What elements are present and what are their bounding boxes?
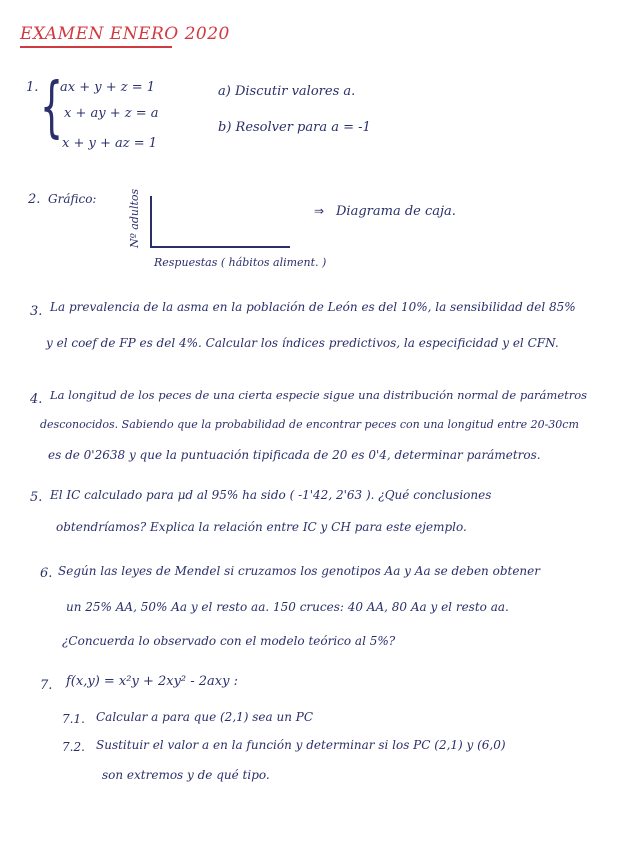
q7-1-text: Calcular a para que (2,1) sea un PC [96,710,314,724]
q7-2-number: 7.2. [62,740,85,754]
sketch-x-label: Respuestas ( hábitos aliment. ) [154,256,327,269]
q3-line-1: La prevalencia de la asma en la población de León es del 10%, la sensibilidad del 85% [50,300,576,314]
system-brace: { [40,68,64,145]
q3-line-2: y el coef de FP es del 4%. Calcular los índices predictivos, la especificidad y el CFN. [46,336,559,350]
sketch-x-axis [150,246,290,248]
q4-line-2: desconocidos. Sabiendo que la probabilidad de encontrar peces con una longitud entre 20-30cm [40,418,579,431]
q1-equation-2: x + ay + z = a [64,106,159,121]
q6-number: 6. [40,566,53,581]
q7-number: 7. [40,678,53,693]
q6-line-3: ¿Concuerda lo observado con el modelo teórico al 5%? [62,634,396,648]
q2-label: Gráfico: [48,192,97,206]
title-underline [20,46,172,48]
q2-note: Diagrama de caja. [336,204,456,219]
q5-line-1: El IC calculado para μd al 95% ha sido ( -1'42, 2'63 ). ¿Qué conclusiones [50,488,492,502]
sketch-y-label: Nº adultos [128,188,141,248]
q2-number: 2. [28,192,41,207]
q7-2-line-1: Sustituir el valor a en la función y determinar si los PC (2,1) y (6,0) [96,738,506,752]
q7-function: f(x,y) = x²y + 2xy² - 2axy : [66,674,238,689]
sketch-y-axis [150,196,152,248]
q3-number: 3. [30,304,43,319]
q5-line-2: obtendríamos? Explica la relación entre IC y CH para este ejemplo. [56,520,467,534]
q1-part-a: a) Discutir valores a. [218,84,356,99]
q7-2-line-2: son extremos y de qué tipo. [102,768,270,782]
q6-line-2: un 25% AA, 50% Aa y el resto aa. 150 cruces: 40 AA, 80 Aa y el resto aa. [66,600,509,614]
implies-arrow-icon: ⇒ [314,204,325,218]
q1-number: 1. [26,80,39,95]
q7-1-number: 7.1. [62,712,85,726]
q4-line-1: La longitud de los peces de una cierta especie sigue una distribución normal de parámetros [50,388,588,402]
exam-title: EXAMEN ENERO 2020 [20,24,230,44]
q1-equation-1: ax + y + z = 1 [60,80,156,95]
q4-line-3: es de 0'2638 y que la puntuación tipificada de 20 es 0'4, determinar parámetros. [48,448,541,462]
q5-number: 5. [30,490,43,505]
q6-line-1: Según las leyes de Mendel si cruzamos los genotipos Aa y Aa se deben obtener [58,564,540,578]
q4-number: 4. [30,392,43,407]
q1-equation-3: x + y + az = 1 [62,136,158,151]
q1-part-b: b) Resolver para a = -1 [218,120,371,135]
